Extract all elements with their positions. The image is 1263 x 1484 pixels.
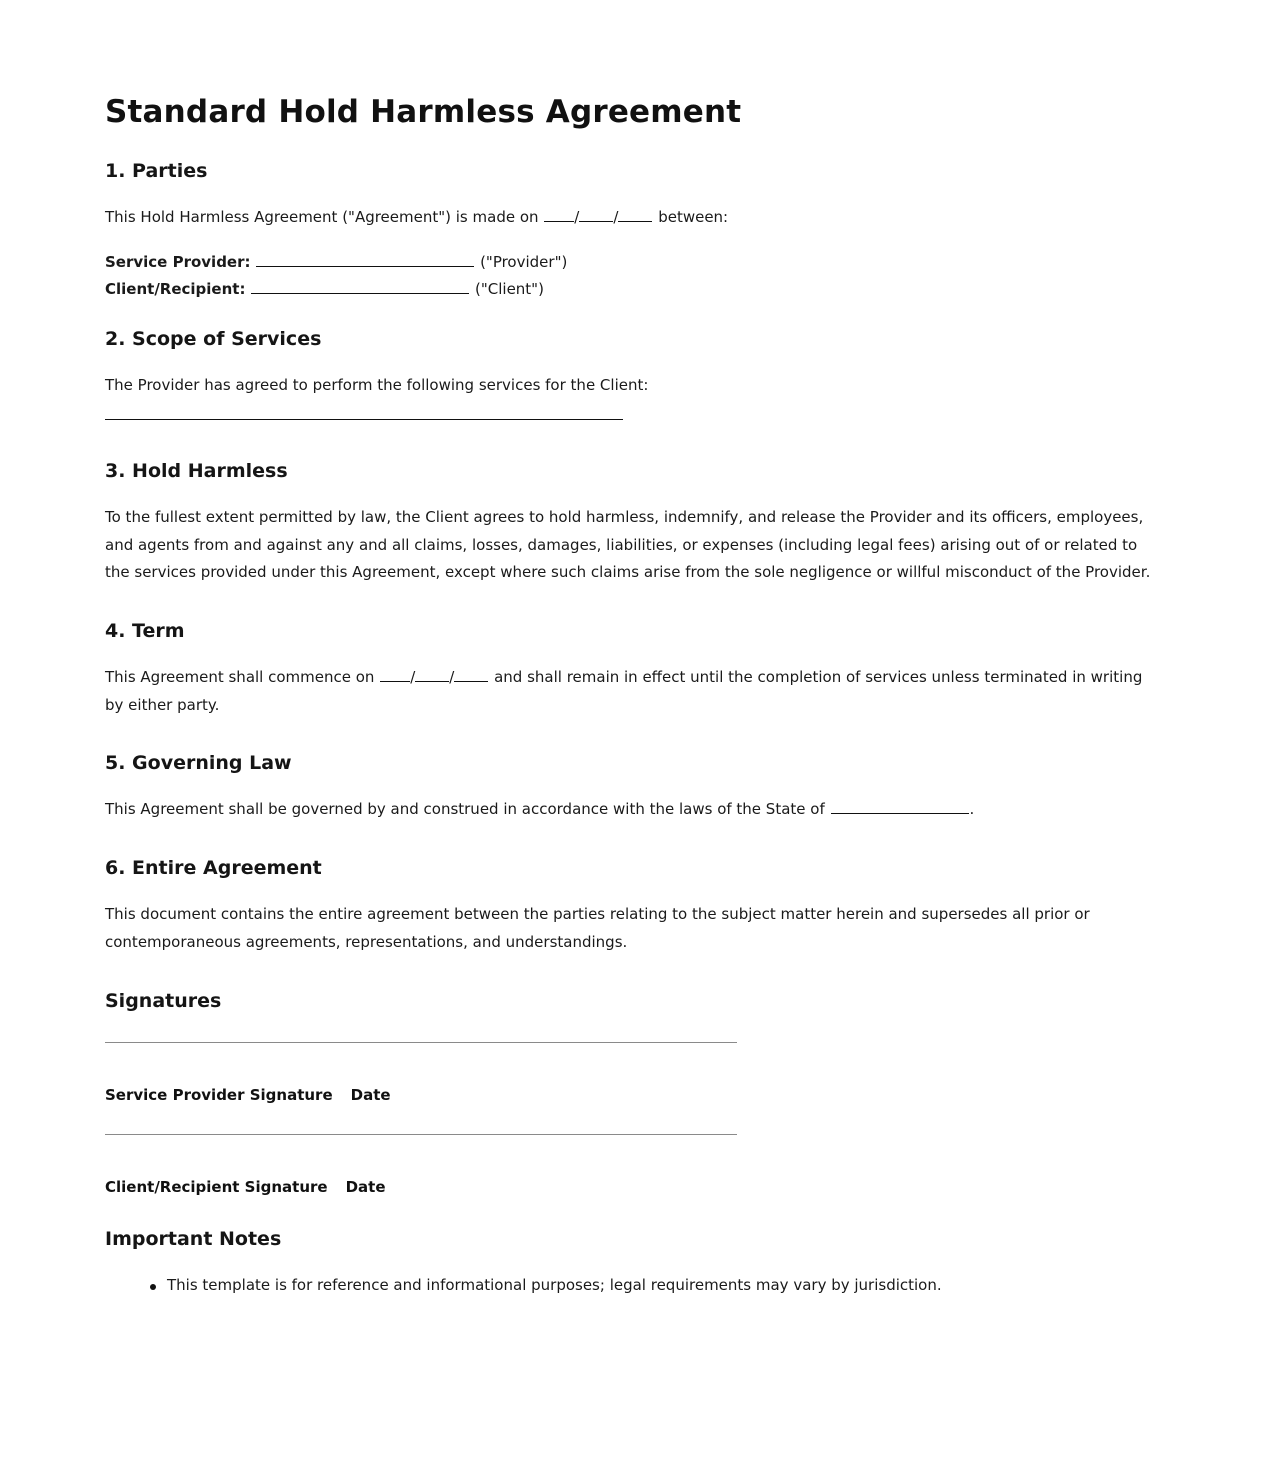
agreement-date-month-blank [544,206,574,222]
date-separator: / [449,668,455,686]
term-date-day-blank [415,666,449,682]
parties-intro [105,204,728,232]
provider-line [105,249,567,277]
scope-text: The Provider has agreed to perform the following services for the Client: [105,376,649,394]
section-heading-entire-agreement: 6. Entire Agreement [105,857,322,879]
agreement-date-year-blank [618,206,652,222]
client-date-label: Date [345,1178,386,1196]
section-heading-hold-harmless: 3. Hold Harmless [105,460,288,482]
section-heading-term: 4. Term [105,620,185,642]
parties-intro-after: between: [653,208,729,226]
provider-signature-line [105,1042,737,1043]
section-heading-governing-law: 5. Governing Law [105,752,292,774]
governing-law-text [105,796,974,824]
term-text-before: This Agreement shall commence on [105,668,380,686]
date-separator: / [574,208,580,226]
state-blank [831,798,969,814]
parties-intro-text: This Hold Harmless Agreement ("Agreement") is made on [105,208,544,226]
provider-name-blank [256,251,474,267]
term-date-month-blank [380,666,410,682]
governing-law-text-before: This Agreement shall be governed by and construed in accordance with the laws of the State of [105,800,830,818]
client-label: Client/Recipient: [105,280,246,298]
governing-law-text-after: . [969,800,975,818]
list-item: This template is for reference and informational purposes; legal requirements may vary by jurisdiction. [105,1276,942,1294]
section-heading-scope: 2. Scope of Services [105,328,322,350]
entire-agreement-text: This document contains the entire agreement between the parties relating to the subject matter herein and supersedes all prior or contemporaneous agreements, representations, and understandings. [105,905,1090,951]
hold-harmless-text: To the fullest extent permitted by law, the Client agrees to hold harmless, indemnify, and release the Provider and its officers, employees, and agents from and against any and all claims, losses, damages, liabilities, or expenses (including legal fees) arising out of or related to the services provided under this Agreement, except where such claims arise from the sole negligence or willful misconduct of the Provider. [105,508,1151,581]
client-signature-caption [105,1178,386,1196]
term-text-after: and shall remain in effect until the completion of services unless terminated in writing by either party. [105,668,1143,714]
term-text [105,664,1163,719]
section-heading-important-notes: Important Notes [105,1228,282,1250]
section-heading-signatures: Signatures [105,990,222,1012]
provider-signature-caption [105,1086,391,1104]
client-name-blank [251,278,469,294]
provider-signature-label: Service Provider Signature [105,1086,333,1104]
important-notes-list [105,1276,942,1294]
term-date-year-blank [454,666,488,682]
provider-date-label: Date [350,1086,391,1104]
date-separator: / [410,668,416,686]
client-line [105,276,544,304]
client-signature-line [105,1134,737,1135]
date-separator: / [613,208,619,226]
page-title: Standard Hold Harmless Agreement [105,94,742,130]
client-signature-label: Client/Recipient Signature [105,1178,328,1196]
client-suffix: ("Client") [470,280,544,298]
section-heading-parties: 1. Parties [105,160,208,182]
scope-services-blank [105,419,623,420]
agreement-date-day-blank [579,206,613,222]
provider-suffix: ("Provider") [475,253,568,271]
provider-label: Service Provider: [105,253,251,271]
